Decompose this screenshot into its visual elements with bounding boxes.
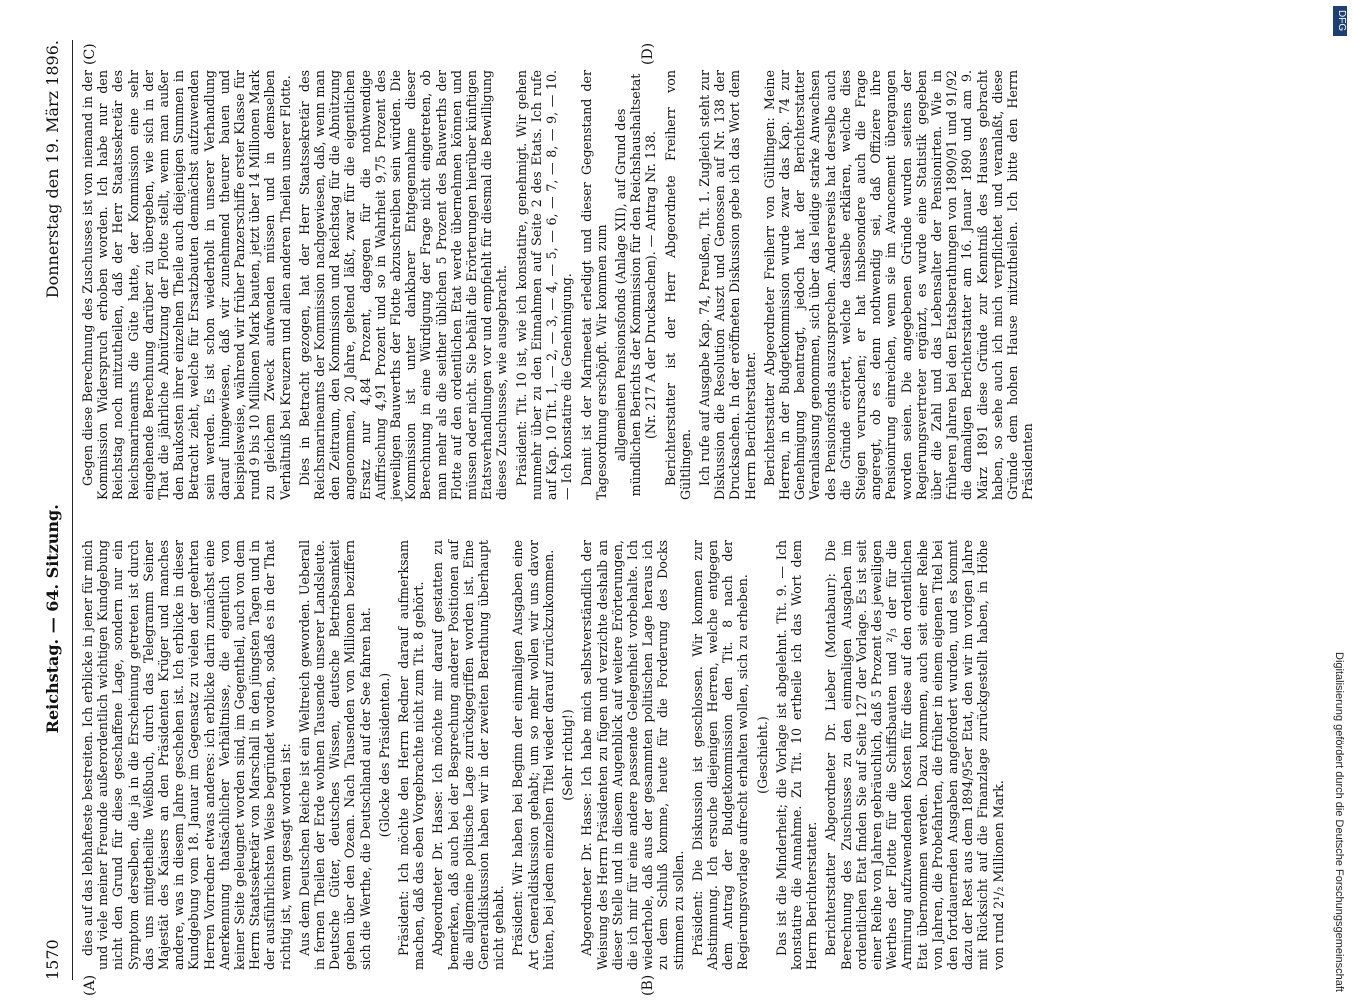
paragraph: Damit ist der Marineetat erledigt und dieser Gegenstand der Tagesordnung erschöpft. Wir kommen zum <box>578 70 609 500</box>
stage-direction: (Glocke des Präsidenten.) <box>376 672 392 838</box>
page-header <box>40 40 64 980</box>
paragraph: Berichterstatter ist der Herr Abgeordnete Freiherr von Gültlingen. <box>662 70 693 500</box>
margin-marker-a: (A) <box>82 974 98 996</box>
digitization-credit: Digitalisierung gefördert durch die Deutsche Forschungsgemeinschaft <box>1333 652 1345 992</box>
paragraph: Gegen diese Berechnung des Zuschusses ist von niemand in der Kommission Widerspruch erhoben worden. Ich habe nur den Reichstag noch mitzutheilen, daß der Herr Staatssekretär des Reichsmarineamts die Güte hatte, der Kommission eine sehr eingehende Berechnung darüber zu übergeben, wie sich in der That die jährliche Abnützung der Flotte stellt, wenn man außer den Baukosten ihrer einzelnen Theile auch diejenigen Summen in Betracht zieht, welche für Ersatzbauten demnächst aufzuwenden sein werden. Es ist schon wiederholt in unserer Verhandlung darauf hingewiesen, daß wir zunehmend theurer bauen und beispielsweise, während wir früher Panzerschiffe erster Klasse für rund 9 bis 10 Millionen Mark bauten, jetzt über 14 Millionen Mark zu gleichem Zweck aufwenden müssen und in demselben Verhältniß bei Kreuzern und allen anderen Theilen unserer Flotte. <box>80 70 293 500</box>
paragraph: Ich rufe auf Ausgabe Kap. 74, Preußen, Tit. 1. Zugleich steht zur Diskussion die Resolution Auszt und Genossen auf Nr. 138 der Drucksachen. In der eröffneten Diskussion gebe ich das Wort dem Herrn Berichterstatter. <box>696 70 758 500</box>
paragraph: Berichterstatter Abgeordneter Dr. Lieber (Montabaur): Die Berechnung des Zuschusses zu den einmaligen Ausgaben im ordentlichen Etat finden Sie auf Seite 127 der Vorlage. Es ist seit einer Reihe von Jahren gebräuchlich, daß 5 Prozent des jeweiligen Werthes der Flotte für die Schiffsbauten und ²/₃ der für die Armirung aufzuwendenden Kosten für diese auf den ordentlichen Etat übernommen werden. Dazu kommen, auch seit einer Reihe von Jahren, die Probefahrten, die früher in einem eigenen Titel bei den fortdauernden Ausgaben angefordert wurden, und es kommt dazu der Rest aus dem 1894/95er Etat, den wir im vorigen Jahre mit Rücksicht auf die Finanzlage zurückgestellt haben, in Höhe von rund 2¹/₂ Millionen Mark. <box>823 540 1006 970</box>
stage-direction: (Geschieht.) <box>754 716 770 794</box>
paragraph: dies auf das lebhafteste bestreiten. Ich erblicke in jener für mich und viele meiner Freunde außerordentlich wichtigen Kundgebung nicht den Grund für diese geschaffene Lage, sondern nur ein Symptom derselben, die ja in die Erscheinung getreten ist durch das uns mitgetheilte Weißbuch, durch das Telegramm Seiner Majestät des Kaisers an den Präsidenten Krüger und manches andere, was in diesem Jahre geschehen ist. Ich erblicke in dieser Kundgebung vom 18. Januar im Gegensatz zu vielen der geehrten Herren Vorredner etwas anderes: ich erblicke darin zunächst eine Anerkennung thatsächlicher Verhältnisse, die eigentlich von keiner Seite geleugnet worden sind, im Gegentheil, auch von dem Herrn Staatssekretär von Marschall in den jüngsten Tagen und in der ausführlichsten Weise begründet worden, sodaß es in der That richtig ist, wenn gesagt worden ist: <box>80 540 293 970</box>
paragraph: Das ist die Minderheit; die Vorlage ist abgelehnt. Tit. 9. — Ich konstatire die Annahme. Zu Tit. 10 ertheile ich das Wort dem Herrn Berichterstatter. <box>773 540 820 970</box>
margin-marker-d: (D) <box>640 42 656 65</box>
margin-marker-b: (B) <box>640 974 656 996</box>
page-title: Reichstag. — 64. Sitzung. <box>42 504 62 734</box>
paragraph: Präsident: Die Diskussion ist geschlossen. Wir kommen zur Abstimmung. Ich ersuche diejenigen Herren, welche entgegen dem Antrag der Budgetkommission den Tit. 8 nach der Regierungsvorlage aufrecht erhalten wollen, sich zu erheben. <box>689 540 751 970</box>
stage-direction: (Sehr richtig!) <box>560 709 576 801</box>
paragraph: Berichterstatter Abgeordneter Freiherr von Gültlingen: Meine Herren, in der Budgetkommission wurde zwar das Kap. 74 zur Genehmigung beantragt, jedoch hat der Berichterstatter Veranlassung genommen, sich über das leidige starke Anwachsen des Pensionsfonds auszusprechen. Andererseits hat derselbe auch die Gründe erörtert, welche dasselbe erklären, welche dies Steigen verursachen; er hat insbesondere auch die Frage angeregt, ob es denn nothwendig sei, daß Offiziere ihre Pensionirung einreichen, wenn sie im Avancement übergangen worden seien. Die angegebenen Gründe wurden seitens der Regierungsvertreter ergänzt, es wurde eine Statistik gegeben über die Zahl und das Lebensalter der Pensionirten. Wie in früheren Jahren bei den Etatsberathungen von 1890/91 und 91/92 die damaligen Berichterstatter am 16. Januar 1890 und am 9. März 1891 diese Gründe zur Kenntniß des Hauses gebracht haben, so sehe auch ich mich verpflichtet und veranlaßt, diese Gründe dem hohen Hause mitzutheilen. Ich bitte den Herrn Präsidenten <box>761 70 1036 500</box>
paragraph: Präsident: Ich möchte den Herrn Redner darauf aufmerksam machen, daß das eben Vorgebrachte nicht zum Tit. 8 gehört. <box>396 540 427 970</box>
page-number: 1570 <box>42 939 62 980</box>
paragraph: Abgeordneter Dr. Hasse: Ich möchte mir darauf gestatten zu bemerken, daß auch bei der Besprechung anderer Positionen auf die allgemeine politische Lage zurückgegriffen worden ist. Eine Generaldiskussion haben wir in der zweiten Berathung überhaupt nicht gehabt. <box>430 540 507 970</box>
agenda-item: allgemeinen Pensionsfonds (Anlage XII), auf Grund des mündlichen Berichts der Kommission für den Reichshaushaltsetat (Nr. 217 A der Drucksachen). — Antrag Nr. 138. <box>612 73 659 497</box>
paragraph: Präsident: Wir haben bei Beginn der einmaligen Ausgaben eine Art Generaldiskussion gehabt; um so mehr wollen wir uns davor hüten, bei jedem einzelnen Titel wieder darauf zurückzukommen. <box>510 540 556 970</box>
paragraph: Abgeordneter Dr. Hasse: Ich habe mich selbstverständlich der Weisung des Herrn Präsidenten zu fügen und verzichte deshalb an dieser Stelle und in diesem Augenblick auf weitere Erörterungen, die ich mir für eine andere passende Gelegenheit vorbehalte. Ich wiederhole, daß aus der gesammten politischen Lage heraus ich zu dem Schluß komme, heute für die Forderung des Docks stimmen zu sollen. <box>579 540 686 970</box>
right-column <box>80 70 1210 500</box>
margin-marker-c: (C) <box>82 43 98 65</box>
paragraph: Aus dem Deutschen Reiche ist ein Weltreich geworden. Ueberall in fernen Theilen der Erde wohnen Tausende unserer Landsleute. Deutsche Güter, deutsches Wissen, deutsche Betriebsamkeit gehen über den Ozean. Nach Tausenden von Millionen beziffern sich die Werthe, die Deutschland auf der See fahren hat. <box>296 540 373 970</box>
header-rule <box>72 40 73 980</box>
dfg-logo: DFG <box>1333 6 1347 36</box>
rotated-page <box>0 20 1353 1000</box>
page-date: Donnerstag den 19. März 1896. <box>42 40 62 299</box>
paragraph: Präsident: Tit. 10 ist, wie ich konstatire, genehmigt. Wir gehen nunmehr über zu den Einnahmen auf Seite 2 des Etats. Ich rufe auf Kap. 10 Tit. 1, — 2, — 3, — 4, — 5, — 6, — 7, — 8, — 9, — 10. — Ich konstatire die Genehmigung. <box>513 70 575 500</box>
paragraph: Dies in Betracht gezogen, hat der Herr Staatssekretär des Reichsmarineamts der Kommission nachgewiesen, daß, wenn man den Zeitraum, den Kommission und Reichstag für die Abnützung angenommen, 20 Jahre, geltend läßt, zwar für die eigentlichen Ersatz nur 4,84 Prozent, dagegen für die nothwendige Auffrischung 4,91 Prozent und so in Wahrheit 9,75 Prozent des jeweiligen Bauwerths der Flotte abzuschreiben sein würden. Die Kommission ist unter dankbarer Entgegennahme dieser Berechnung in eine Würdigung der Frage nicht eingetreten, ob man mehr als die seither üblichen 5 Prozent des Bauwerths der Flotte auf den ordentlichen Etat werde übernehmen können und müssen oder nicht. Sie behält die Erörterungen hierüber künftigen Etatsverhandlungen vor und empfiehlt für diesmal die Bewilligung dieses Zuschusses, wie ausgebracht. <box>296 70 510 500</box>
left-column <box>80 540 1210 970</box>
